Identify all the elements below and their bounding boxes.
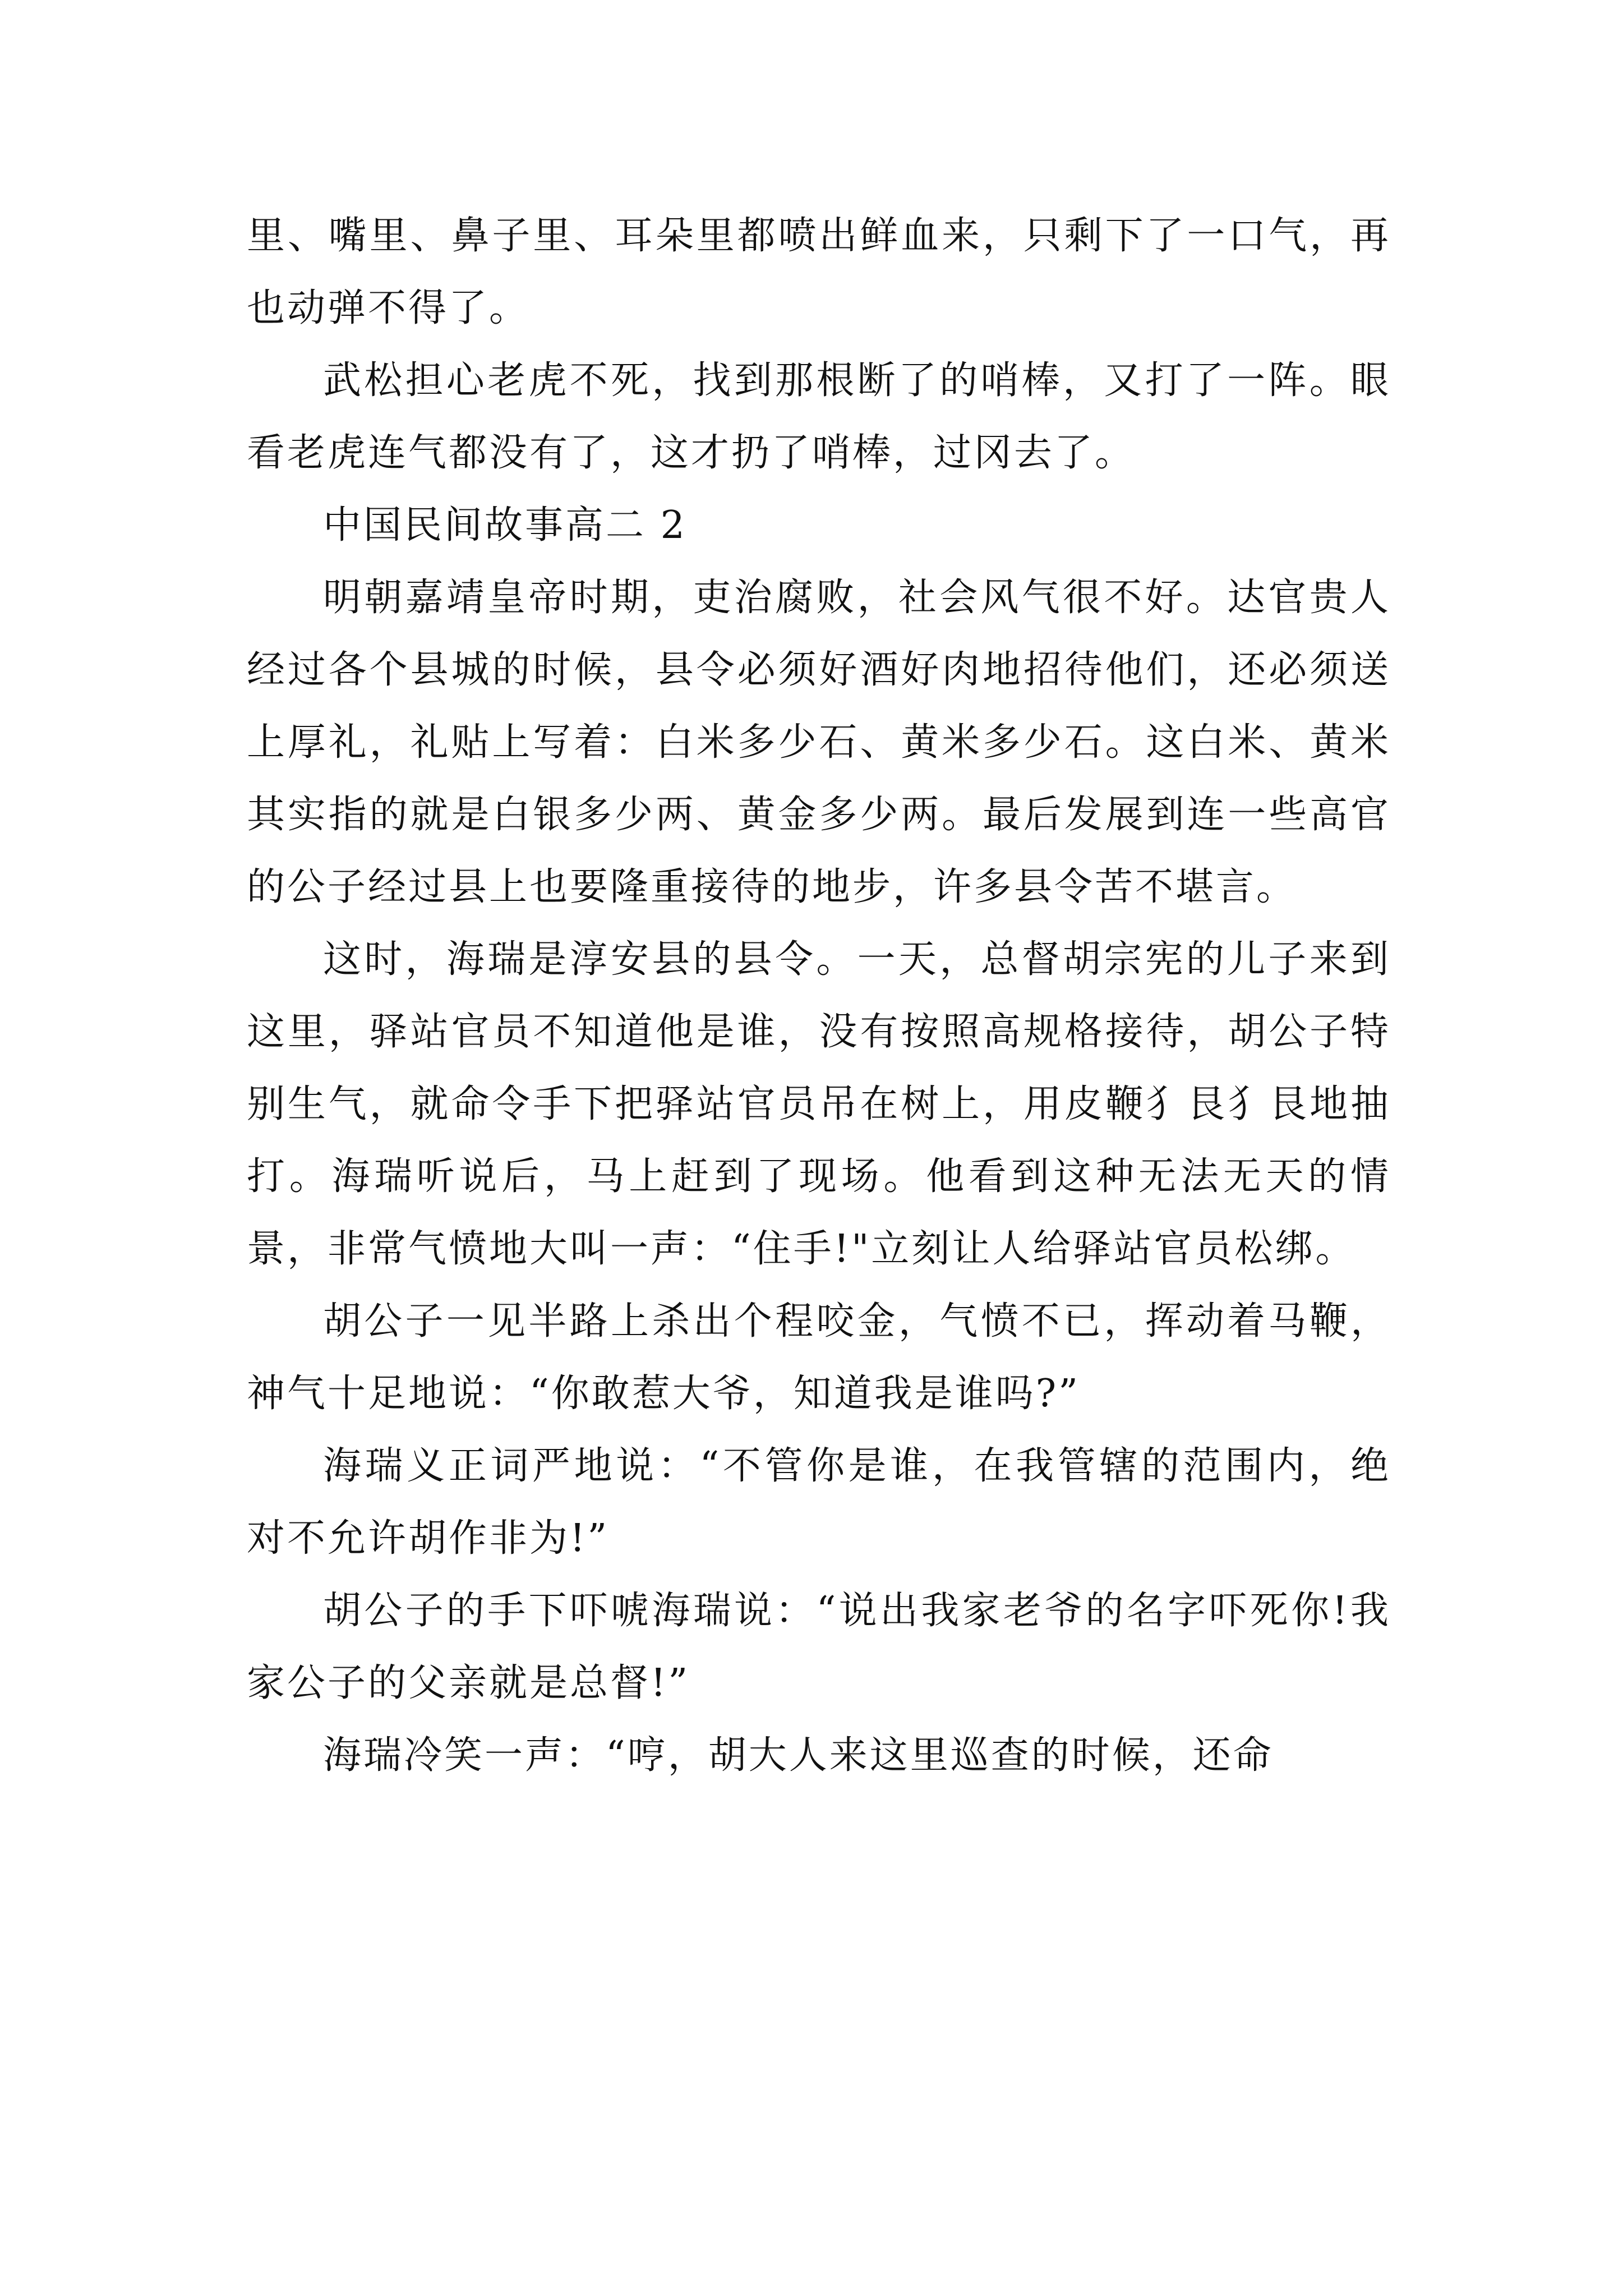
document-body (247, 200, 1391, 1792)
paragraph-8: 海瑞冷笑一声：“哼，胡大人来这里巡查的时候，还命 (323, 1733, 1274, 1778)
paragraph-1: 里、嘴里、鼻子里、耳朵里都喷出鲜血来，只剩下了一口气，再也动弹不得了。 (247, 214, 1391, 330)
paragraph-7: 胡公子的手下吓唬海瑞说：“说出我家老爷的名字吓死你!我家公子的父亲就是总督!” (247, 1589, 1391, 1705)
paragraph-2: 武松担心老虎不死，找到那根断了的哨棒，又打了一阵。眼看老虎连气都没有了，这才扔了哨棒，过冈去了。 (247, 358, 1391, 475)
paragraph-3: 明朝嘉靖皇帝时期，吏治腐败，社会风气很不好。达官贵人经过各个县城的时候，县令必须好酒好肉地招待他们，还必须送上厚礼，礼贴上写着：白米多少石、黄米多少石。这白米、黄米其实指的就是白银多少两、黄金多少两。最后发展到连一些高官的公子经过县上也要隆重接待的地步，许多县令苦不堪言。 (247, 576, 1391, 909)
paragraph-5: 胡公子一见半路上杀出个程咬金，气愤不已，挥动着马鞭，神气十足地说：“你敢惹大爷，知道我是谁吗?” (247, 1299, 1391, 1416)
paragraph-4: 这时，海瑞是淳安县的县令。一天，总督胡宗宪的儿子来到这里，驿站官员不知道他是谁，没有按照高规格接待，胡公子特别生气，就命令手下把驿站官员吊在树上，用皮鞭犭艮犭艮地抽打。海瑞听说后，马上赶到了现场。他看到这种无法无天的情景，非常气愤地大叫一声：“住手!"立刻让人给驿站官员松绑。 (247, 937, 1391, 1271)
paragraph-6: 海瑞义正词严地说：“不管你是谁，在我管辖的范围内，绝对不允许胡作非为!” (247, 1444, 1391, 1561)
section-heading: 中国民间故事高二 2 (323, 503, 687, 547)
